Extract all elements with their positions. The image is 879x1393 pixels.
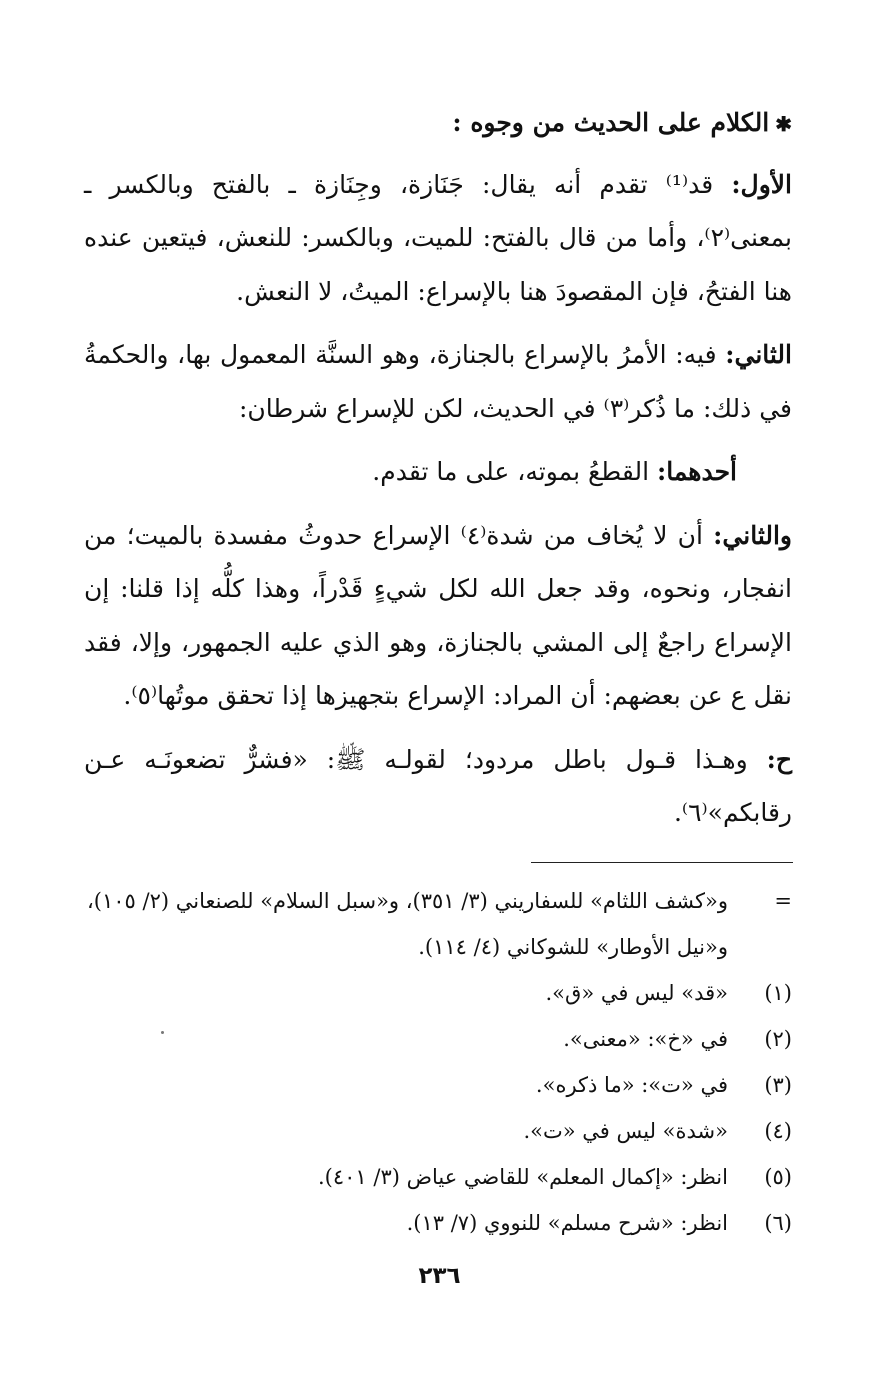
footnote-item xyxy=(84,1062,792,1108)
footnote-number: (٣) xyxy=(764,1073,792,1097)
footnote-item xyxy=(84,1200,792,1246)
footnote-text: «قد» ليس في «ق». xyxy=(545,981,728,1005)
section-heading xyxy=(84,96,792,152)
footnote-item xyxy=(84,970,792,1016)
heading-text: الكلام على الحديث من وجوه : xyxy=(452,108,770,137)
paragraph-first xyxy=(84,158,792,319)
paragraph-refutation xyxy=(84,733,792,840)
paragraph-lead: الثاني: xyxy=(725,340,792,369)
page-number: ٢٣٦ xyxy=(418,1263,461,1289)
paragraph-text: قد⁽¹⁾ تقدم أنه يقال: جَنَازة، وجِنَازة ـ بالفتح وبالكسر ـ بمعنى⁽٢⁾، وأما من قال بالفتح: للميت، وبالكسر: للنعش، فيتعين عنده هنا الفتحُ، فإن المقصودَ هنا بالإسراع: الميتُ، لا النعش. xyxy=(84,169,792,306)
asterisk-bullet-icon: ✱ xyxy=(775,112,792,136)
footnote-text: في «خ»: «معنى». xyxy=(563,1027,728,1051)
footnotes xyxy=(84,878,792,1246)
paragraph-condition-two xyxy=(84,509,792,723)
footnote-number: (١) xyxy=(764,981,792,1005)
print-speck xyxy=(161,1031,164,1034)
main-text xyxy=(84,96,792,850)
footnote-item xyxy=(84,1108,792,1154)
paragraph-lead: الأول: xyxy=(731,169,792,199)
footnote-separator xyxy=(531,862,793,863)
paragraph-lead: أحدهما: xyxy=(656,457,737,486)
footnote-number: (٦) xyxy=(764,1211,792,1235)
paragraph-text: فيه: الأمرُ بالإسراع بالجنازة، وهو السنَّة المعمول بها، والحكمةُ في ذلك: ما ذُكر⁽٣⁾ في الحديث، لكن للإسراع شرطان: xyxy=(84,340,792,423)
paragraph-text: أن لا يُخاف من شدة⁽٤⁾ الإسراع حدوثُ مفسدة بالميت؛ من انفجار، ونحوه، وقد جعل الله لكل شيءٍ قَدْراً، وهذا كلُّه إذا قلنا: إن الإسراع راجعٌ إلى المشي بالجنازة، وهو الذي عليه الجمهور، وإلا، فقد نقل ع عن بعضهم: أن المراد: الإسراع بتجهيزها إذا تحقق موتُها⁽٥⁾. xyxy=(84,520,792,710)
footnote-number: (٢) xyxy=(764,1027,792,1051)
footnote-text: انظر: «إكمال المعلم» للقاضي عياض (٣/ ٤٠١). xyxy=(317,1165,728,1189)
footnote-item xyxy=(84,1154,792,1200)
continuation-marker: = xyxy=(774,889,792,913)
footnote-number: (٤) xyxy=(764,1119,792,1143)
footnote-item xyxy=(84,1016,792,1062)
footnote-text: انظر: «شرح مسلم» للنووي (٧/ ١٣). xyxy=(406,1211,728,1235)
footnote-text: في «ت»: «ما ذكره». xyxy=(535,1073,728,1097)
footnote-continuation-line xyxy=(84,924,792,970)
paragraph-condition-one xyxy=(84,445,792,499)
paragraph-second xyxy=(84,328,792,435)
paragraph-text: القطعُ بموته، على ما تقدم. xyxy=(372,457,657,486)
footnote-number: (٥) xyxy=(764,1165,792,1189)
footnote-text: و«نيل الأوطار» للشوكاني (٤/ ١١٤). xyxy=(418,935,728,959)
footnote-continuation xyxy=(84,878,792,924)
footnote-text: «شدة» ليس في «ت». xyxy=(523,1119,728,1143)
footnote-text: و«كشف اللثام» للسفاريني (٣/ ٣٥١)، و«سبل السلام» للصنعاني (٢/ ١٠٥)، xyxy=(87,889,728,913)
paragraph-lead: والثاني: xyxy=(713,520,792,550)
paragraph-text: وهـذا قـول باطل مردود؛ لقولـه ﷺ: «فشرٌّ تضعونَـه عـن رقابكم»⁽٦⁾. xyxy=(84,744,792,827)
paragraph-lead: ح: xyxy=(766,744,792,774)
